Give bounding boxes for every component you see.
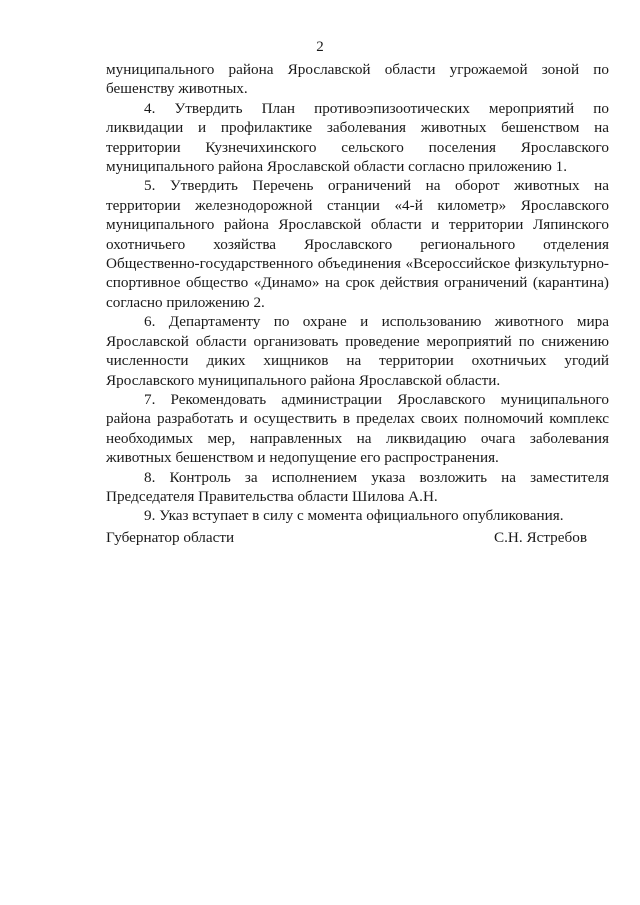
paragraph-item-6: 6. Департаменту по охране и использованию животного мира Ярославской области организовать проведение мероприятий по снижению численности диких хищников на территории охотничьих угодий Ярославского муниципального района Ярославской области. bbox=[106, 313, 609, 389]
signature-block bbox=[106, 528, 609, 548]
paragraph-item-7: 7. Рекомендовать администрации Ярославского муниципального района разработать и осуществить в пределах своих полномочий комплекс необходимых мер, направленных на ликвидацию очага заболевания животных бешенством и недопущение его распространения. bbox=[106, 390, 609, 467]
paragraph-item-5: 5. Утвердить Перечень ограничений на оборот животных на территории железнодорожной станции «4-й километр» Ярославского муниципального района Ярославской области и территории Ляпинского охотничьего хозяйства Ярославского регионального отделения Общественно-государственного объединения «Всероссийское физкультурно-спортивное общество «Динамо» на срок действия ограничений (карантина) согласно приложению 2. bbox=[106, 177, 609, 311]
paragraph-item-8: 8. Контроль за исполнением указа возложить на заместителя Председателя Правительства области Шилова А.Н. bbox=[106, 468, 609, 505]
decree-body bbox=[106, 60, 609, 526]
signatory-role: Губернатор области bbox=[106, 529, 235, 546]
paragraph-item-4: 4. Утвердить План противоэпизоотических мероприятий по ликвидации и профилактике заболевания животных бешенством на территории Кузнечихинского сельского поселения Ярославского муниципального района Ярославской области согласно приложению 1. bbox=[106, 99, 609, 176]
signatory-name: С.Н. Ястребов bbox=[493, 529, 587, 546]
paragraph-continuation: муниципального района Ярославской области угрожаемой зоной по бешенству животных. bbox=[106, 61, 609, 98]
paragraph-item-9: 9. Указ вступает в силу с момента официального опубликования. bbox=[144, 507, 564, 525]
page-number: 2 bbox=[316, 39, 324, 55]
